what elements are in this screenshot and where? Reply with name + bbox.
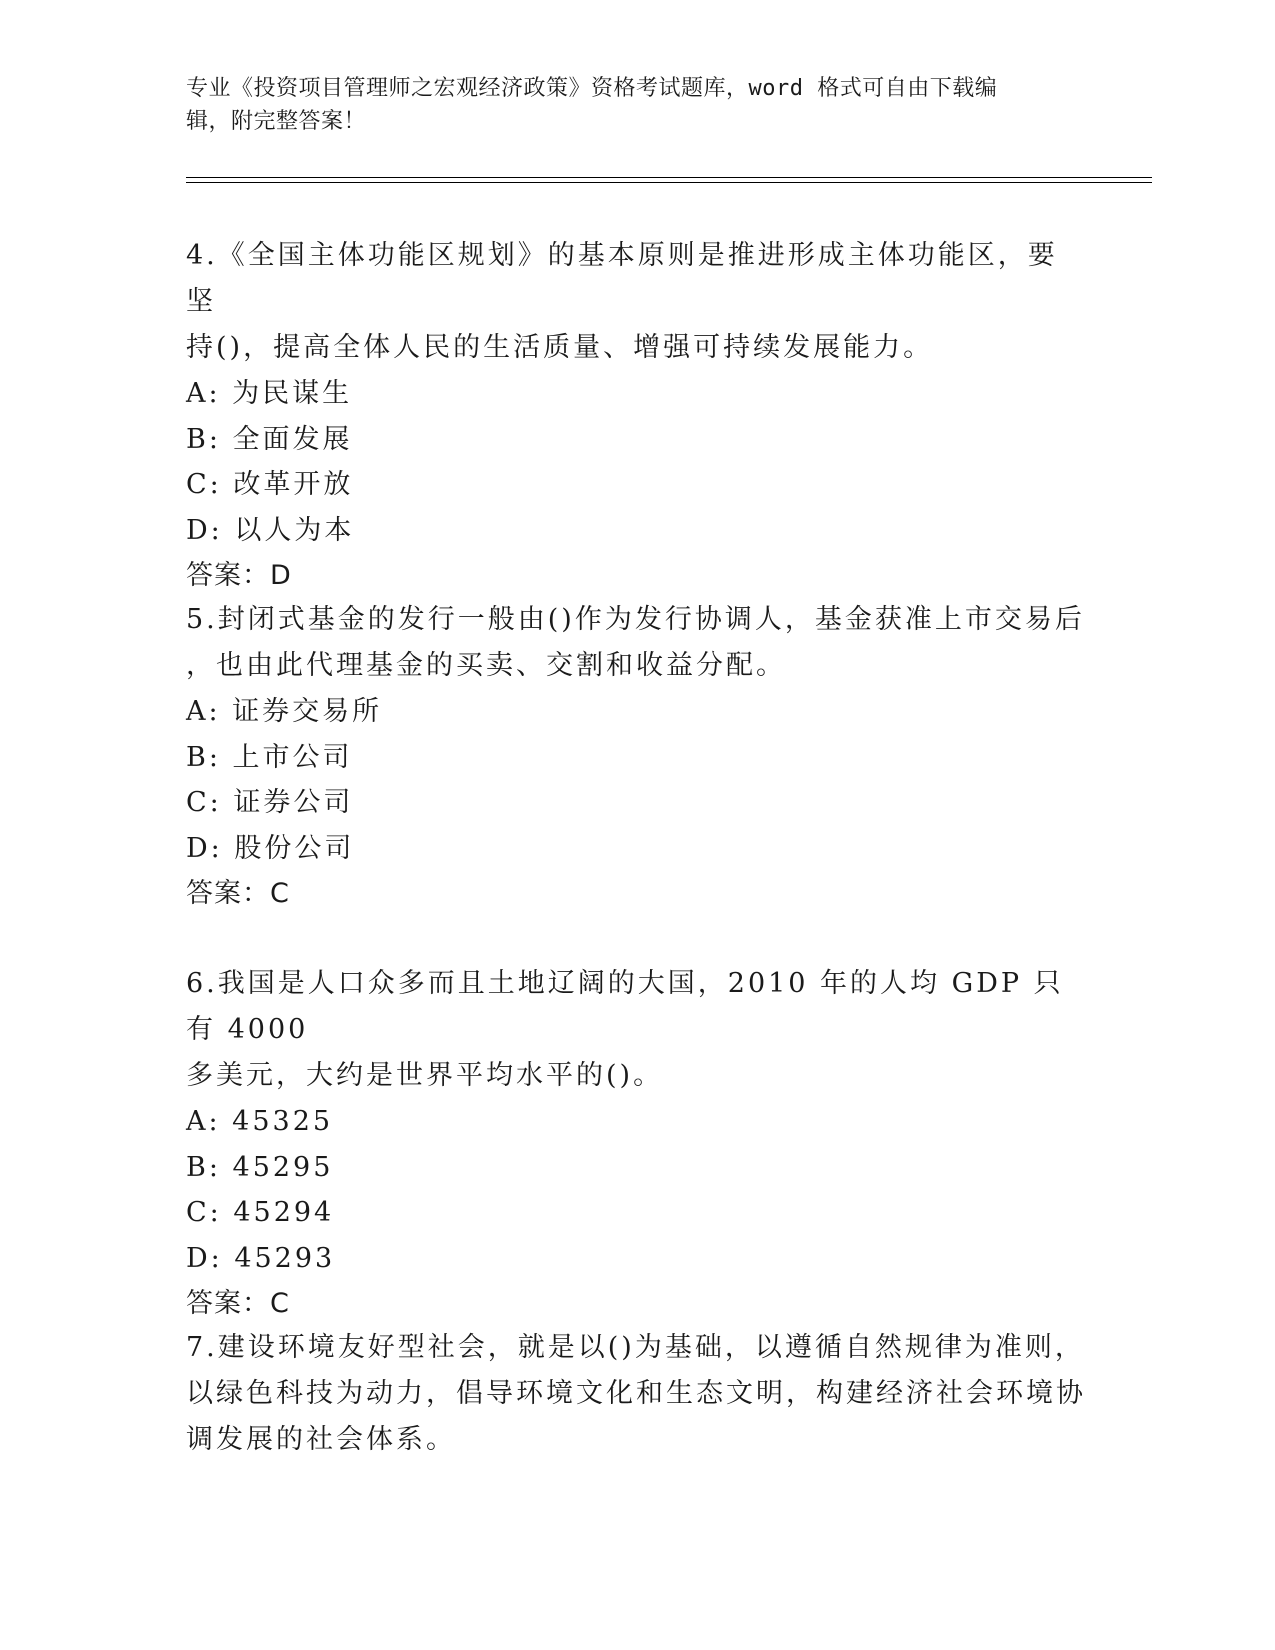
option-b: B: 45295 bbox=[186, 1151, 334, 1183]
question-4 bbox=[186, 233, 1086, 599]
question-stem-line: 以绿色科技为动力，倡导环境文化和生态文明，构建经济社会环境协 bbox=[186, 1378, 1086, 1409]
question-stem-line: 6.我国是人口众多而且土地辽阔的大国，2010 年的人均 GDP 只有 4000 bbox=[186, 968, 1064, 1045]
question-5 bbox=[186, 597, 1086, 917]
option-b: B: 上市公司 bbox=[186, 741, 353, 773]
option-a: A: 45325 bbox=[186, 1106, 334, 1137]
answer: 答案：C bbox=[186, 878, 290, 909]
option-c: C: 45294 bbox=[186, 1197, 335, 1228]
option-b: B: 全面发展 bbox=[186, 423, 353, 455]
option-c: C: 证券公司 bbox=[186, 787, 354, 818]
question-6 bbox=[186, 961, 1086, 1327]
question-stem-line: 5.封闭式基金的发行一般由()作为发行协调人，基金获准上市交易后 bbox=[186, 604, 1085, 635]
question-stem-line: 7.建设环境友好型社会，就是以()为基础，以遵循自然规律为准则， bbox=[186, 1332, 1085, 1363]
question-stem-line: 4.《全国主体功能区规划》的基本原则是推进形成主体功能区，要坚 bbox=[186, 240, 1058, 317]
question-stem-line: 调发展的社会体系。 bbox=[186, 1424, 456, 1455]
option-d: D: 以人为本 bbox=[186, 514, 355, 546]
header-divider-top bbox=[186, 177, 1152, 178]
document-header bbox=[186, 72, 1066, 138]
option-a: A: 证券交易所 bbox=[186, 696, 383, 727]
answer: 答案：D bbox=[186, 560, 292, 591]
question-stem-line: 多美元，大约是世界平均水平的()。 bbox=[186, 1060, 664, 1091]
header-line-1: 专业《投资项目管理师之宏观经济政策》资格考试题库，word 格式可自由下载编 bbox=[186, 76, 998, 101]
header-line-2: 辑，附完整答案！ bbox=[186, 109, 367, 134]
answer: 答案：C bbox=[186, 1288, 290, 1319]
option-c: C: 改革开放 bbox=[186, 469, 354, 500]
option-d: D: 股份公司 bbox=[186, 832, 355, 864]
option-a: A: 为民谋生 bbox=[186, 378, 353, 409]
question-7 bbox=[186, 1325, 1086, 1463]
question-stem-line: 持()，提高全体人民的生活质量、增强可持续发展能力。 bbox=[186, 332, 934, 363]
option-d: D: 45293 bbox=[186, 1242, 336, 1274]
header-divider-bottom bbox=[186, 182, 1152, 183]
question-stem-line: ，也由此代理基金的买卖、交割和收益分配。 bbox=[186, 650, 786, 681]
